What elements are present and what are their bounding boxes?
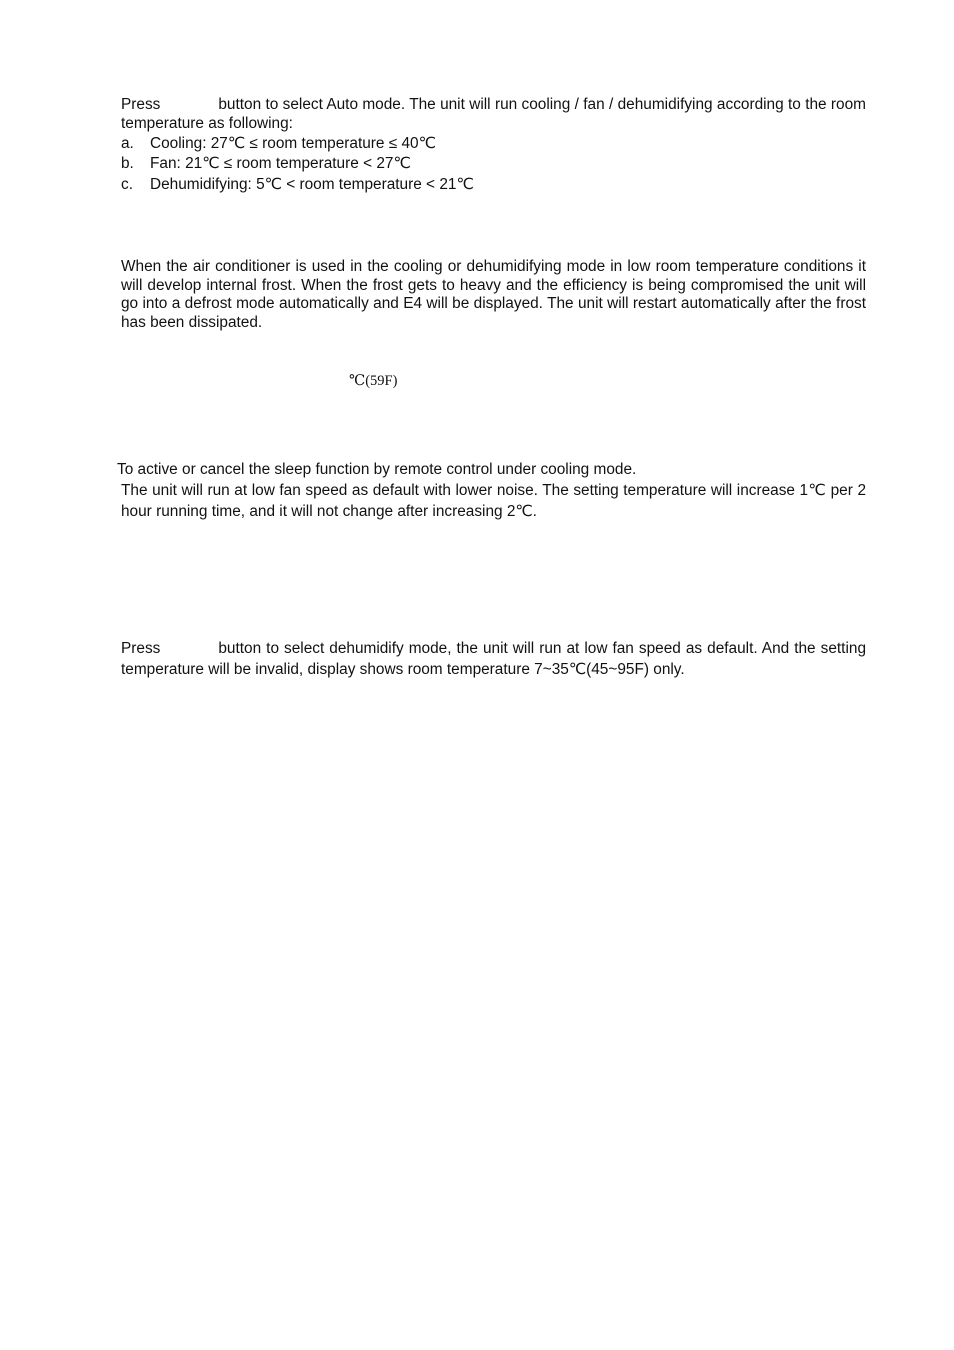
- dehumidify-text: button to select dehumidify mode, the unit will run at low fan speed as default. And the setting temperature will be invalid, display shows room temperature 7~35℃(45~95F) only.: [121, 640, 866, 678]
- list-text: Cooling: 27℃ ≤ room temperature ≤ 40℃: [150, 135, 436, 152]
- temperature-fragment: ℃(59F): [349, 373, 398, 389]
- defrost-paragraph: When the air conditioner is used in the cooling or dehumidifying mode in low room temperature conditions it will develop internal frost. When the frost gets to heavy and the efficiency is being compromised the unit will go into a defrost mode automatically and E4 will be displayed. The unit will restart automatically after the frost has been dissipated.: [121, 258, 866, 331]
- auto-mode-paragraph: [121, 96, 866, 134]
- list-text: Fan: 21℃ ≤ room temperature < 27℃: [150, 155, 411, 172]
- list-text: Dehumidifying: 5℃ < room temperature < 21℃: [150, 176, 474, 193]
- sleep-paragraph: The unit will run at low fan speed as default with lower noise. The setting temperature will increase 1℃ per 2 hour running time, and it will not change after increasing 2℃.: [121, 482, 866, 520]
- sleep-intro: To active or cancel the sleep function by remote control under cooling mode.: [117, 461, 637, 478]
- dehumidify-paragraph: [121, 639, 866, 680]
- auto-mode-intro: button to select Auto mode. The unit will run cooling / fan / dehumidifying according to the room temperature as following:: [121, 96, 866, 132]
- auto-mode-item-fan: [121, 155, 411, 174]
- list-marker: c.: [121, 176, 133, 193]
- auto-mode-item-dehumidifying: [121, 176, 474, 195]
- list-marker: a.: [121, 135, 134, 152]
- press-label: Press: [121, 640, 161, 657]
- auto-mode-item-cooling: [121, 135, 436, 154]
- list-marker: b.: [121, 155, 134, 172]
- press-label: Press: [121, 96, 161, 113]
